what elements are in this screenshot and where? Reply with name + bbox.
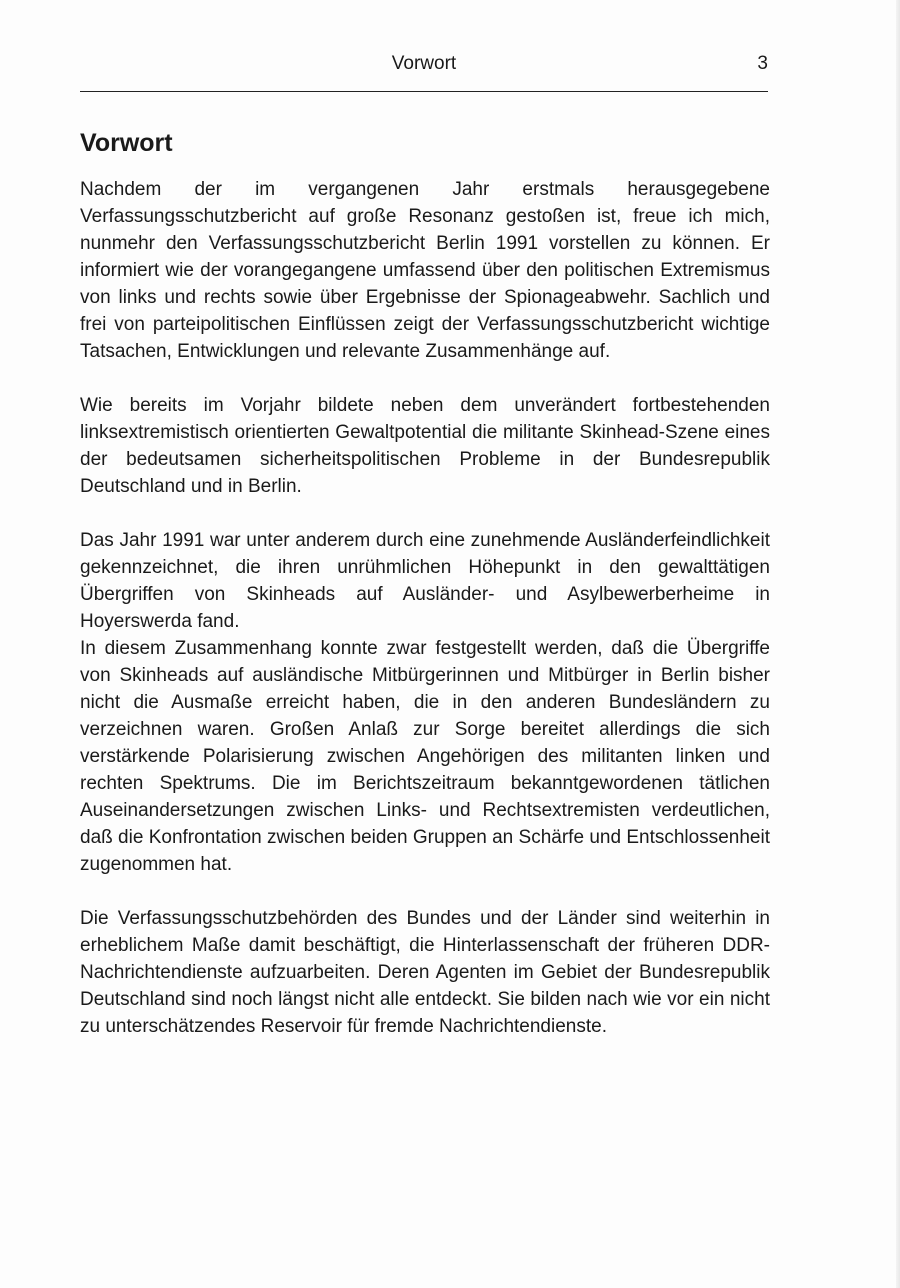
scan-edge (896, 0, 900, 1288)
paragraph-xenophobia: Das Jahr 1991 war unter anderem durch eine zunehmende Ausländerfeindlichkeit gekennzeichnet, die ihren unrühmlichen Höhepunkt in den gewalttätigen Übergriffen von Skinheads auf Ausländer- und Asylbewerberheime in Hoyerswerda fand. (80, 530, 770, 632)
paragraph-polarization: In diesem Zusammenhang konnte zwar festgestellt werden, daß die Übergriffe von Skinheads auf ausländische Mitbürgerinnen und Mitbürger in Berlin bisher nicht die Ausmaße erreicht haben, die in den anderen Bundesländern zu verzeichnen waren. Großen Anlaß zur Sorge bereitet allerdings die sich verstärkende Polarisierung zwischen Angehörigen des militanten linken und rechten Spektrums. Die im Berichtszeitraum bekanntgewordenen tätlichen Auseinandersetzungen zwischen Links- und Rechtsextremisten verdeutlichen, daß die Konfrontation zwischen beiden Gruppen an Schärfe und Entschlossenheit zugenommen hat. (80, 638, 770, 875)
running-title: Vorwort (391, 53, 457, 74)
header-rule (80, 91, 768, 92)
section-heading: Vorwort (80, 129, 173, 157)
body-text (80, 176, 770, 1040)
paragraph-spacer (80, 878, 770, 905)
paragraph-intelligence: Die Verfassungsschutzbehörden des Bundes und der Länder sind weiterhin in erheblichem Maße damit beschäftigt, die Hinterlassenschaft der früheren DDR-Nachrichtendienste aufzuarbeiten. Deren Agenten im Gebiet der Bundesrepublik Deutschland sind noch längst nicht alle entdeckt. Sie bilden nach wie vor ein nicht zu unterschätzendes Reservoir für fremde Nachrichtendienste. (80, 908, 770, 1037)
paragraph-intro: Nachdem der im vergangenen Jahr erstmals herausgegebene Verfassungsschutzbericht auf große Resonanz gestoßen ist, freue ich mich, nunmehr den Verfassungsschutzbericht Berlin 1991 vorstellen zu können. Er informiert wie der vorangegangene umfassend über den politischen Extremismus von links und rechts sowie über Ergebnisse der Spionageabwehr. Sachlich und frei von parteipolitischen Einflüssen zeigt der Verfassungsschutzbericht wichtige Tatsachen, Entwicklungen und relevante Zusammenhänge auf. (80, 179, 770, 362)
paragraph-skinhead-scene: Wie bereits im Vorjahr bildete neben dem unverändert fortbestehenden linksextremistisch orientierten Gewaltpotential die militante Skinhead-Szene eines der bedeutsamen sicherheitspolitischen Probleme in der Bundesrepublik Deutschland und in Berlin. (80, 395, 770, 497)
page-number: 3 (757, 53, 768, 74)
paragraph-spacer (80, 365, 770, 392)
running-header (80, 52, 768, 78)
paragraph-spacer (80, 500, 770, 527)
